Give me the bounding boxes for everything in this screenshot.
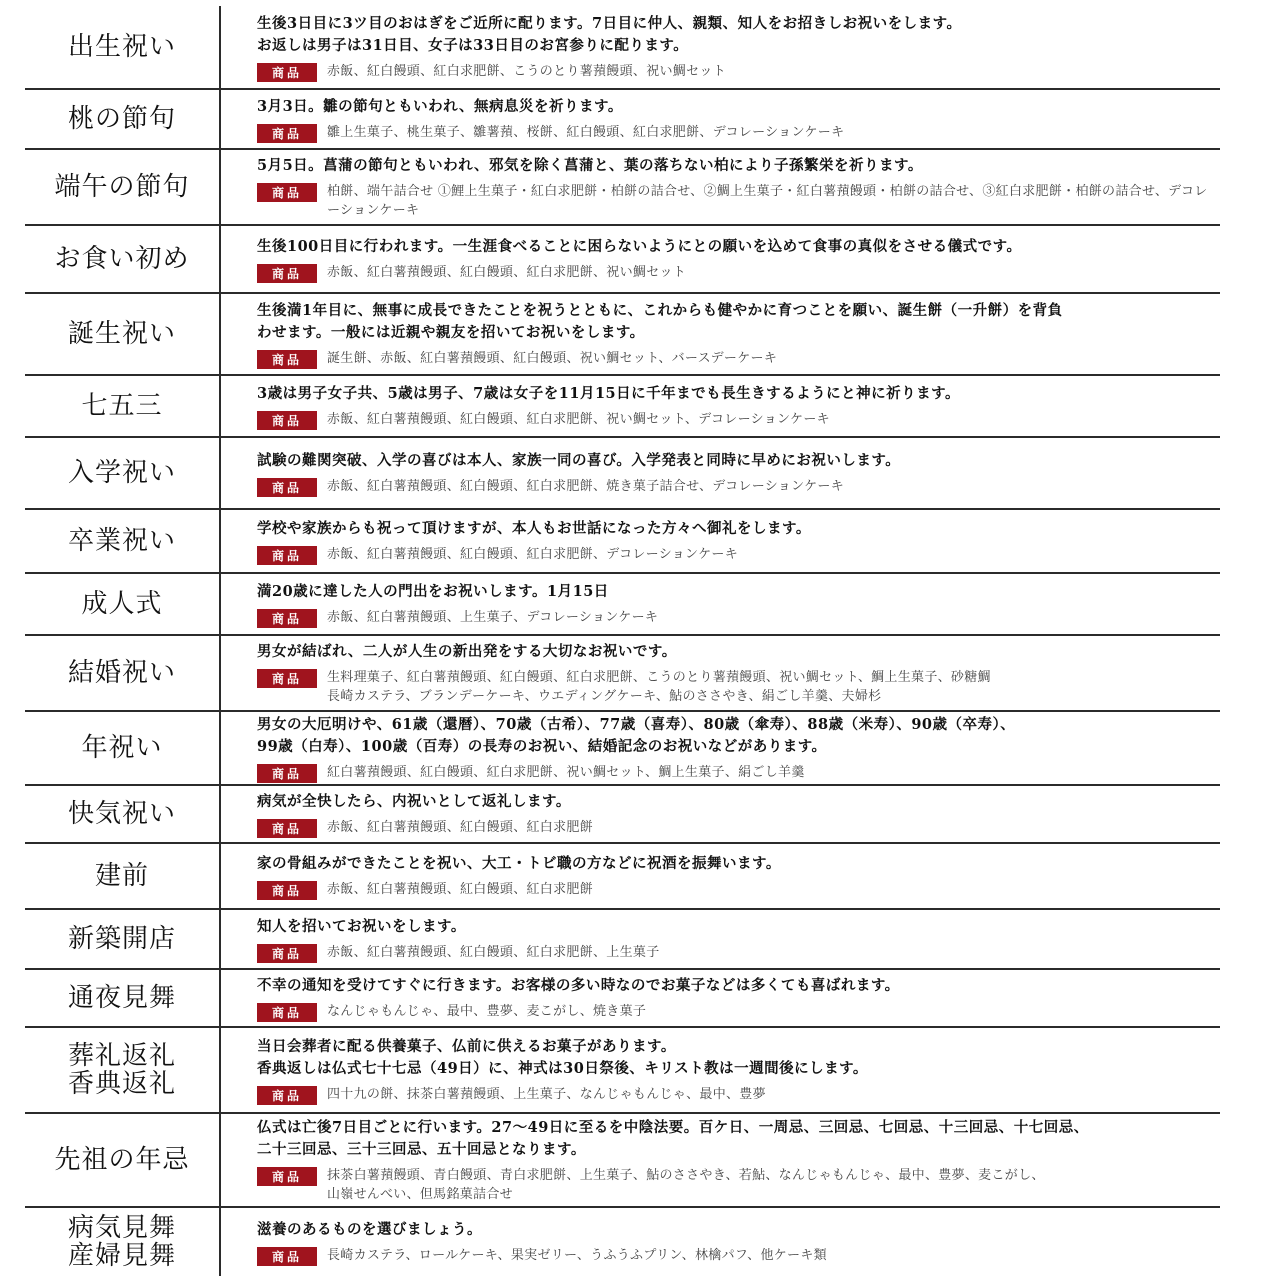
occasion-body xyxy=(257,294,1214,374)
occasion-title: 通夜見舞 xyxy=(25,970,221,1026)
occasion-title: 年祝い xyxy=(25,712,221,784)
goods-badge: 商品 xyxy=(257,944,317,963)
occasion-title: 七五三 xyxy=(25,376,221,436)
table-row xyxy=(25,6,1220,90)
occasion-description: 滋養のあるものを選びましょう。 xyxy=(257,1220,482,1238)
table-row xyxy=(25,438,1220,510)
goods-line xyxy=(257,1166,1214,1204)
goods-items: 生料理菓子、紅白薯蕷饅頭、紅白饅頭、紅白求肥餅、こうのとり薯蕷饅頭、祝い鯛セット、鯛上生菓子、砂糖鯛 長崎カステラ、ブランデーケーキ、ウエディングケーキ、鮎のささやき、絹ごし羊羹、夫婦杉 xyxy=(327,669,991,704)
table-row xyxy=(25,910,1220,970)
goods-badge: 商品 xyxy=(257,546,317,565)
occasion-description: 男女が結ばれ、二人が人生の新出発をする大切なお祝いです。 xyxy=(257,642,677,660)
goods-badge: 商品 xyxy=(257,350,317,369)
occasion-body xyxy=(257,438,1214,508)
table-row xyxy=(25,844,1220,910)
goods-line xyxy=(257,668,1214,706)
goods-line xyxy=(257,818,1214,838)
occasion-title: 誕生祝い xyxy=(25,294,221,374)
occasion-body xyxy=(257,226,1214,292)
goods-line xyxy=(257,182,1214,220)
occasion-body xyxy=(257,90,1214,148)
occasion-title: 快気祝い xyxy=(25,786,221,842)
celebration-table xyxy=(25,6,1220,1276)
goods-line xyxy=(257,608,1214,628)
occasion-body xyxy=(257,574,1214,634)
table-row xyxy=(25,786,1220,844)
occasion-description: 家の骨組みができたことを祝い、大工・トビ職の方などに祝酒を振舞います。 xyxy=(257,854,781,872)
occasion-body xyxy=(257,712,1214,784)
occasion-description: 男女の大厄明けや、61歳（還暦）、70歳（古希）、77歳（喜寿）、80歳（傘寿）、88歳（米寿）、90歳（卒寿）、 99歳（白寿）、100歳（百寿）の長寿のお祝い、結婚記念のお祝いなどがあります。 xyxy=(257,715,1016,755)
goods-badge: 商品 xyxy=(257,1003,317,1022)
table-row xyxy=(25,226,1220,294)
occasion-description: 3月3日。雛の節句ともいわれ、無病息災を祈ります。 xyxy=(257,97,623,115)
occasion-description: 仏式は亡後7日目ごとに行います。27～49日に至るを中陰法要。百ケ日、一周忌、三回忌、七回忌、十三回忌、十七回忌、 二十三回忌、三十三回忌、五十回忌となります。 xyxy=(257,1118,1089,1158)
goods-items: 雛上生菓子、桃生菓子、雛薯蕷、桜餅、紅白饅頭、紅白求肥餅、デコレーションケーキ xyxy=(327,124,845,140)
goods-items: 赤飯、紅白薯蕷饅頭、紅白饅頭、紅白求肥餅、祝い鯛セット xyxy=(327,264,687,280)
occasion-title: 入学祝い xyxy=(25,438,221,508)
occasion-body xyxy=(257,636,1214,710)
goods-line xyxy=(257,880,1214,900)
goods-line xyxy=(257,763,1214,783)
goods-line xyxy=(257,1002,1214,1022)
occasion-title: 病気見舞 産婦見舞 xyxy=(25,1208,221,1276)
table-row xyxy=(25,90,1220,150)
goods-items: 赤飯、紅白薯蕷饅頭、紅白饅頭、紅白求肥餅、上生菓子 xyxy=(327,944,660,960)
goods-line xyxy=(257,410,1214,430)
goods-badge: 商品 xyxy=(257,881,317,900)
occasion-body xyxy=(257,1114,1214,1206)
occasion-title: 建前 xyxy=(25,844,221,908)
goods-line xyxy=(257,545,1214,565)
occasion-description: 当日会葬者に配る供養菓子、仏前に供えるお菓子があります。 香典返しは仏式七十七忌（49日）に、神式は30日祭後、キリスト教は一週間後にします。 xyxy=(257,1037,868,1077)
occasion-body xyxy=(257,970,1214,1026)
goods-line xyxy=(257,1085,1214,1105)
table-row xyxy=(25,636,1220,712)
occasion-description: 知人を招いてお祝いをします。 xyxy=(257,917,466,935)
goods-badge: 商品 xyxy=(257,63,317,82)
occasion-body xyxy=(257,910,1214,968)
table-row xyxy=(25,294,1220,376)
occasion-description: 満20歳に達した人の門出をお祝いします。1月15日 xyxy=(257,582,609,600)
goods-items: 紅白薯蕷饅頭、紅白饅頭、紅白求肥餅、祝い鯛セット、鯛上生菓子、絹ごし羊羹 xyxy=(327,764,805,780)
goods-badge: 商品 xyxy=(257,1247,317,1266)
occasion-title: 先祖の年忌 xyxy=(25,1114,221,1206)
occasion-description: 生後満1年目に、無事に成長できたことを祝うとともに、これからも健やかに育つことを願い、誕生餅（一升餅）を背負 わせます。一般には近親や親友を招いてお祝いをします。 xyxy=(257,301,1063,341)
table-row xyxy=(25,970,1220,1028)
occasion-body xyxy=(257,1028,1214,1112)
occasion-body xyxy=(257,6,1214,88)
occasion-title: 端午の節句 xyxy=(25,150,221,224)
occasion-body xyxy=(257,150,1214,224)
goods-items: 赤飯、紅白薯蕷饅頭、紅白饅頭、紅白求肥餅、焼き菓子詰合せ、デコレーションケーキ xyxy=(327,478,845,494)
goods-badge: 商品 xyxy=(257,819,317,838)
occasion-body xyxy=(257,510,1214,572)
table-row xyxy=(25,1114,1220,1208)
goods-items: 赤飯、紅白薯蕷饅頭、紅白饅頭、紅白求肥餅、デコレーションケーキ xyxy=(327,546,739,562)
goods-badge: 商品 xyxy=(257,411,317,430)
occasion-title: 出生祝い xyxy=(25,6,221,88)
table-row xyxy=(25,1028,1220,1114)
goods-items: 赤飯、紅白饅頭、紅白求肥餅、こうのとり薯蕷饅頭、祝い鯛セット xyxy=(327,63,727,79)
occasion-title: 卒業祝い xyxy=(25,510,221,572)
occasion-description: 生後100日目に行われます。一生涯食べることに困らないようにとの願いを込めて食事の真似をさせる儀式です。 xyxy=(257,237,1022,255)
occasion-description: 生後3日目に3ツ目のおはぎをご近所に配ります。7日目に仲人、親類、知人をお招きしお祝いをします。 お返しは男子は31日目、女子は33日目のお宮参りに配ります。 xyxy=(257,14,962,54)
occasion-description: 病気が全快したら、内祝いとして返礼します。 xyxy=(257,792,571,810)
goods-items: 四十九の餅、抹茶白薯蕷饅頭、上生菓子、なんじゃもんじゃ、最中、豊夢 xyxy=(327,1086,766,1102)
goods-line xyxy=(257,943,1214,963)
goods-line xyxy=(257,123,1214,143)
goods-badge: 商品 xyxy=(257,124,317,143)
goods-items: 赤飯、紅白薯蕷饅頭、紅白饅頭、紅白求肥餅 xyxy=(327,881,594,897)
goods-line xyxy=(257,1246,1214,1266)
goods-items: 赤飯、紅白薯蕷饅頭、紅白饅頭、紅白求肥餅 xyxy=(327,819,594,835)
occasion-body xyxy=(257,786,1214,842)
occasion-description: 学校や家族からも祝って頂けますが、本人もお世話になった方々へ御礼をします。 xyxy=(257,519,811,537)
goods-items: なんじゃもんじゃ、最中、豊夢、麦こがし、焼き菓子 xyxy=(327,1003,647,1019)
goods-items: 抹茶白薯蕷饅頭、青白饅頭、青白求肥餅、上生菓子、鮎のささやき、若鮎、なんじゃもんじゃ、最中、豊夢、麦こがし、 山嶺せんべい、但馬銘菓詰合せ xyxy=(327,1167,1045,1202)
goods-line xyxy=(257,62,1214,82)
occasion-title: 新築開店 xyxy=(25,910,221,968)
table-row xyxy=(25,150,1220,226)
goods-badge: 商品 xyxy=(257,264,317,283)
occasion-body xyxy=(257,844,1214,908)
goods-badge: 商品 xyxy=(257,183,317,202)
goods-items: 柏餅、端午詰合せ ①鯉上生菓子・紅白求肥餅・柏餅の詰合せ、②鯛上生菓子・紅白薯蕷饅頭・柏餅の詰合せ、③紅白求肥餅・柏餅の詰合せ、デコレーションケーキ xyxy=(327,183,1208,218)
goods-items: 長崎カステラ、ロールケーキ、果実ゼリー、うふうふプリン、林檎パフ、他ケーキ類 xyxy=(327,1247,827,1263)
goods-badge: 商品 xyxy=(257,669,317,688)
goods-line xyxy=(257,349,1214,369)
goods-line xyxy=(257,263,1214,283)
occasion-title: お食い初め xyxy=(25,226,221,292)
goods-line xyxy=(257,477,1214,497)
goods-badge: 商品 xyxy=(257,1167,317,1186)
occasion-description: 不幸の通知を受けてすぐに行きます。お客様の多い時なのでお菓子などは多くても喜ばれます。 xyxy=(257,976,900,994)
goods-badge: 商品 xyxy=(257,478,317,497)
goods-badge: 商品 xyxy=(257,609,317,628)
occasion-title: 結婚祝い xyxy=(25,636,221,710)
occasion-body xyxy=(257,1208,1214,1276)
table-row xyxy=(25,712,1220,786)
goods-badge: 商品 xyxy=(257,764,317,783)
occasion-title: 葬礼返礼 香典返礼 xyxy=(25,1028,221,1112)
table-row xyxy=(25,376,1220,438)
occasion-description: 5月5日。菖蒲の節句ともいわれ、邪気を除く菖蒲と、葉の落ちない柏により子孫繁栄を祈ります。 xyxy=(257,156,923,174)
table-row xyxy=(25,510,1220,574)
goods-items: 誕生餅、赤飯、紅白薯蕷饅頭、紅白饅頭、祝い鯛セット、バースデーケーキ xyxy=(327,350,778,366)
occasion-body xyxy=(257,376,1214,436)
occasion-description: 3歳は男子女子共、5歳は男子、7歳は女子を11月15日に千年までも長生きするようにと神に祈ります。 xyxy=(257,384,960,402)
occasion-title: 成人式 xyxy=(25,574,221,634)
occasion-title: 桃の節句 xyxy=(25,90,221,148)
occasion-description: 試験の難関突破、入学の喜びは本人、家族一同の喜び。入学発表と同時に早めにお祝いします。 xyxy=(257,451,901,469)
table-row xyxy=(25,1208,1220,1276)
goods-items: 赤飯、紅白薯蕷饅頭、上生菓子、デコレーションケーキ xyxy=(327,609,659,625)
table-row xyxy=(25,574,1220,636)
goods-items: 赤飯、紅白薯蕷饅頭、紅白饅頭、紅白求肥餅、祝い鯛セット、デコレーションケーキ xyxy=(327,411,830,427)
goods-badge: 商品 xyxy=(257,1086,317,1105)
